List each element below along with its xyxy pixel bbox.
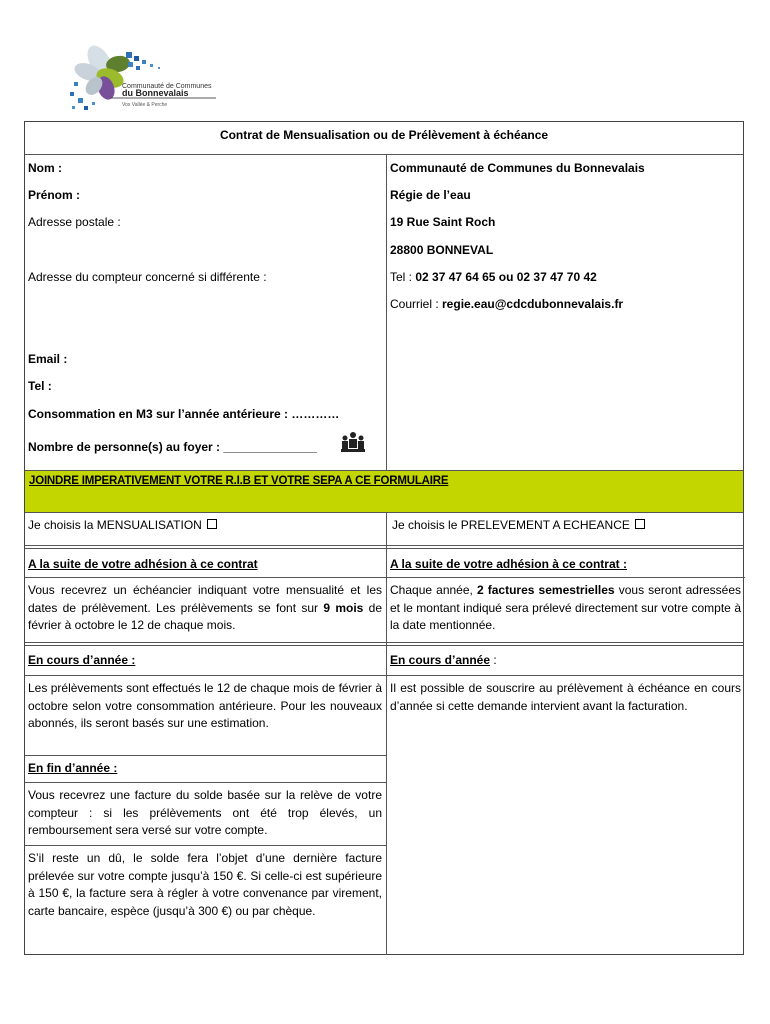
divider	[25, 645, 743, 646]
divider	[25, 782, 386, 783]
divider	[25, 548, 743, 549]
column-divider	[386, 512, 387, 955]
right-paragraph-factures	[390, 582, 741, 635]
right-p1-b: 2 factures semestrielles	[476, 583, 615, 597]
org-tel-value: 02 37 47 64 65 ou 02 37 47 70 42	[415, 270, 597, 284]
column-divider	[386, 154, 387, 470]
divider	[25, 675, 743, 676]
right-heading-en-cours	[390, 653, 497, 667]
right-paragraph-en-cours: Il est possible de souscrire au prélèvement à échéance en cours d’année si cette demande intervient avant la facturation.	[390, 681, 741, 713]
org-tel	[390, 270, 597, 284]
field-tel[interactable]: Tel :	[28, 379, 52, 393]
org-courriel-value[interactable]: regie.eau@cdcdubonnevalais.fr	[442, 297, 624, 311]
org-regie: Régie de l’eau	[390, 188, 471, 202]
divider	[25, 755, 386, 756]
left-heading-adhesion: A la suite de votre adhésion à ce contrat	[28, 557, 258, 571]
logo-tagline: Vos Vallée & Perche	[122, 102, 168, 108]
field-adresse-compteur[interactable]: Adresse du compteur concerné si différente :	[28, 270, 267, 284]
left-heading-en-cours: En cours d’année :	[28, 653, 136, 667]
right-heading-adhesion	[390, 557, 627, 571]
right-heading-adhesion-suffix: :	[619, 557, 627, 571]
left-p1-c: de février à octobre le 12 de chaque mois.	[28, 600, 382, 632]
left-heading-fin-annee: En fin d’année :	[28, 761, 118, 775]
divider	[25, 642, 743, 643]
right-p1-c: vous seront adressées et le montant indiqué sera prélevé directement sur votre compte à la date mentionnée.	[390, 583, 741, 632]
checkbox-prelevement[interactable]	[635, 519, 645, 529]
left-p1-a: Vous recevrez un échéancier indiquant votre mensualité et les dates de prélèvement. Les prélèvements se font sur	[28, 583, 382, 615]
field-nom[interactable]: Nom :	[28, 161, 62, 175]
checkbox-mensualisation[interactable]	[207, 519, 217, 529]
right-heading-en-cours-text: En cours d’année	[390, 653, 491, 667]
right-heading-en-cours-suffix: :	[490, 653, 497, 667]
form-title: Contrat de Mensualisation ou de Prélèvement à échéance	[219, 128, 549, 142]
rib-sepa-banner	[25, 470, 743, 512]
logo	[66, 42, 226, 117]
left-p1-b: 9 mois	[323, 600, 364, 615]
org-courriel-label: Courriel :	[390, 297, 443, 311]
logo-line2: du Bonnevalais	[122, 88, 189, 98]
choice-mensualisation-label: Je choisis la MENSUALISATION	[28, 518, 202, 532]
choice-prelevement-label: Je choisis le PRELEVEMENT A ECHEANCE	[392, 518, 630, 532]
divider	[25, 845, 386, 846]
divider	[25, 577, 386, 578]
field-consommation[interactable]: Consommation en M3 sur l’année antérieure : …………	[28, 407, 340, 421]
divider	[25, 545, 743, 546]
org-courriel	[390, 297, 623, 311]
left-paragraph-fin-annee: Vous recevrez une facture du solde basée sur la relève de votre compteur : si les prélèvements ont été trop élevés, un remboursement sera versé sur votre compte.	[28, 788, 382, 837]
left-paragraph-echeancier	[28, 582, 382, 635]
divider	[25, 470, 743, 471]
left-paragraph-solde: S’il reste un dû, le solde fera l’objet d’une dernière facture prélevée sur votre compte jusqu’à 150 €. Si celle-ci est supérieure à 150 €, la facture sera à régler à votre convenance par virement, carte bancaire, espèce (jusqu’à 300 €) ou par chèque.	[28, 851, 382, 918]
right-heading-adhesion-text: A la suite de votre adhésion à ce contrat	[390, 557, 620, 571]
field-email[interactable]: Email :	[28, 352, 68, 366]
choice-mensualisation[interactable]	[28, 518, 217, 532]
contract-form	[24, 121, 744, 955]
divider	[386, 577, 745, 578]
banner-text: JOINDRE IMPERATIVEMENT VOTRE R.I.B ET VOTRE SEPA A CE FORMULAIRE	[29, 475, 449, 487]
org-rue: 19 Rue Saint Roch	[390, 215, 496, 229]
divider	[25, 154, 743, 155]
logo-line1: Communauté de Communes	[122, 83, 212, 90]
divider	[25, 512, 743, 513]
right-p1-a: Chaque année,	[390, 583, 477, 597]
family-icon	[339, 431, 367, 456]
field-prenom[interactable]: Prénom :	[28, 188, 81, 202]
org-ville: 28800 BONNEVAL	[390, 243, 494, 257]
left-paragraph-en-cours: Les prélèvements sont effectués le 12 de chaque mois de février à octobre selon votre consommation antérieure. Pour les nouveaux abonnés, ils seront basés sur une estimation.	[28, 681, 382, 730]
choice-prelevement[interactable]	[392, 518, 645, 532]
org-tel-label: Tel :	[390, 270, 416, 284]
org-name: Communauté de Communes du Bonnevalais	[390, 161, 645, 175]
logo-graphic	[66, 42, 226, 117]
field-personnes[interactable]: Nombre de personne(s) au foyer : ______________	[28, 440, 317, 454]
field-adresse[interactable]: Adresse postale :	[28, 215, 121, 229]
